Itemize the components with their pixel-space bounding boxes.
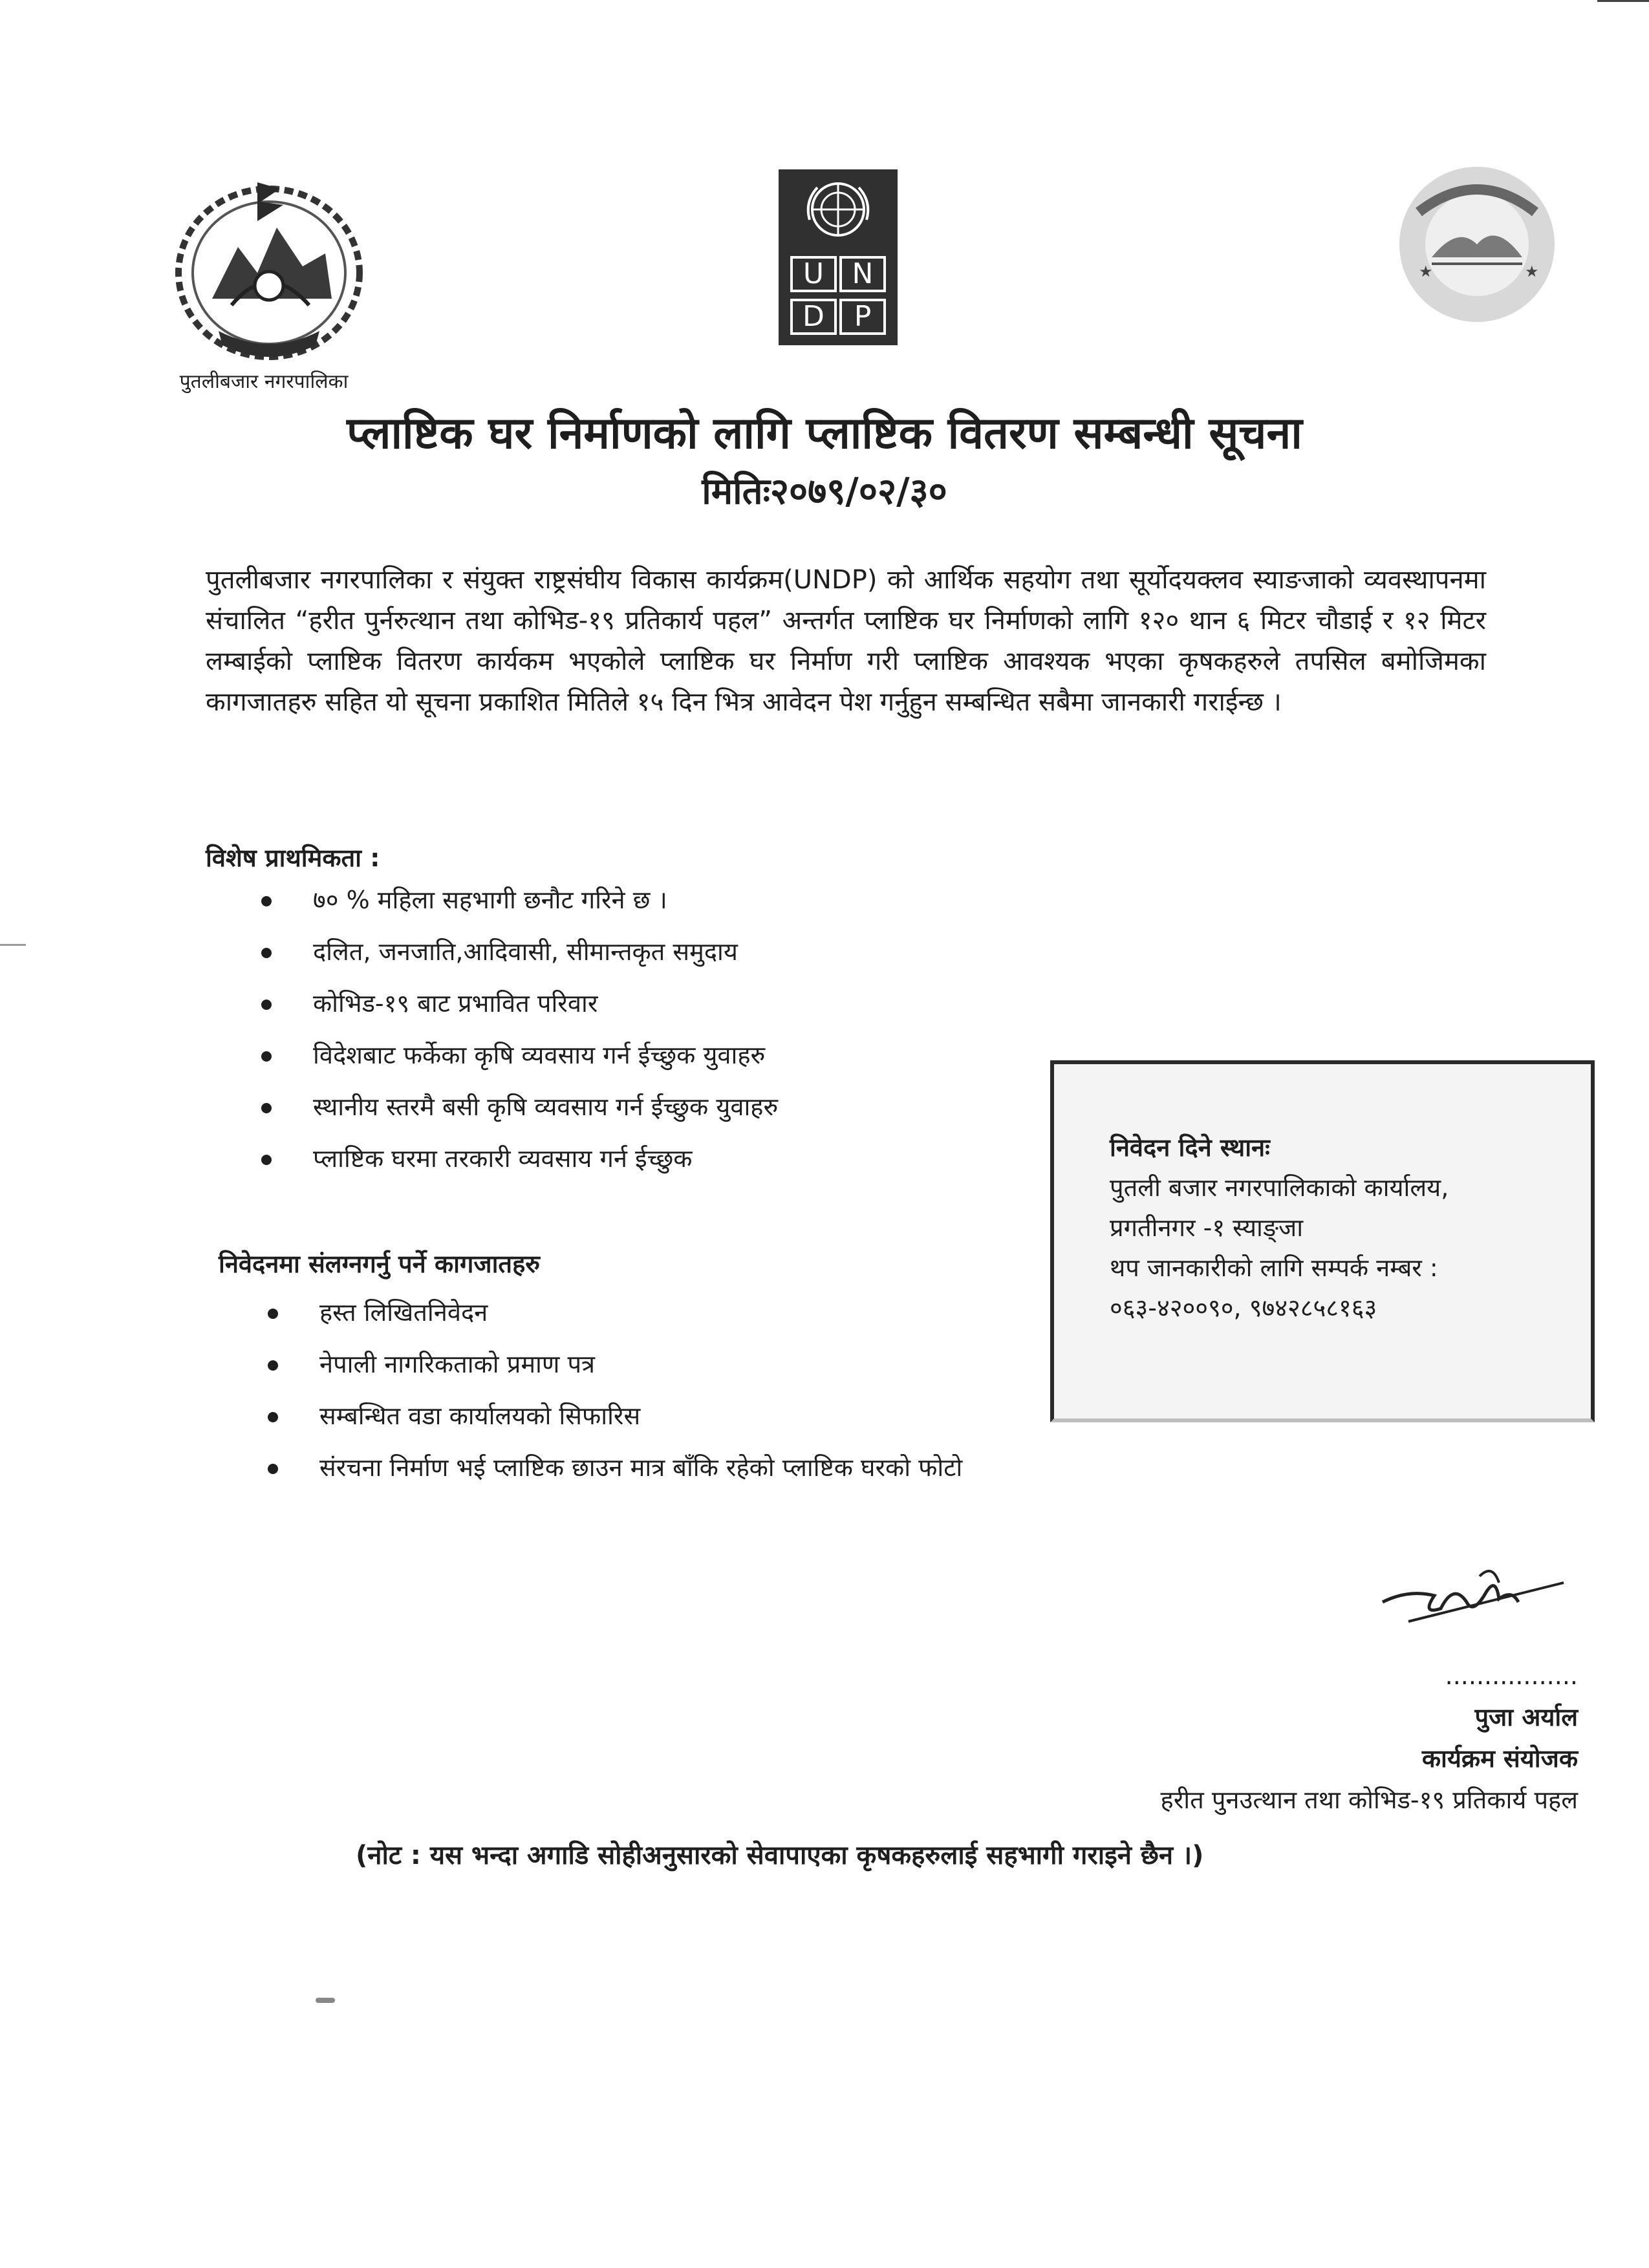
list-item: स्थानीय स्तरमै बसी कृषि व्यवसाय गर्न ईच्छुक युवाहरु (261, 1087, 1037, 1139)
handwritten-signature-icon (1370, 1563, 1575, 1647)
signatory-role: कार्यक्रम संयोजक (1421, 1744, 1578, 1773)
nepal-government-emblem-icon (154, 176, 384, 396)
scan-corner-mark (1597, 0, 1649, 28)
list-item: दलित, जनजाति,आदिवासी, सीमान्तकृत समुदाय (261, 932, 1037, 984)
list-item: संरचना निर्माण भई प्लाष्टिक छाउन मात्र बाँकि रहेको प्लाष्टिक घरको फोटो (268, 1448, 1238, 1500)
notice-date: मितिः२०७९/०२/३० (702, 471, 947, 513)
office-name: पुतली बजार नगरपालिकाको कार्यालय, (1110, 1173, 1449, 1202)
undp-logo-icon (779, 169, 898, 345)
undp-letter-d: D (790, 299, 837, 335)
list-item: हस्त लिखितनिवेदन (268, 1293, 1238, 1345)
bullet-icon (261, 948, 272, 958)
bullet-icon (268, 1464, 278, 1474)
intro-paragraph: पुतलीबजार नगरपालिका र संयुक्त राष्ट्रसंघीय विकास कार्यक्रम(UNDP) को आर्थिक सहयोग तथा सूर्योदयक्लव स्याङजाको व्यवस्थापनमा संचालित “हरीत पुर्नरुत्थान तथा कोभिड-१९ प्रतिकार्य पहल” अन्तर्गत प्लाष्टिक घर निर्माणको लागि १२० थान ६ मिटर चौडाई र १२ मिटर लम्बाईको प्लाष्टिक वितरण कार्यकम भएकोले प्लाष्टिक घर निर्माण गरी प्लाष्टिक आवश्यक भएका कृषकहरुले तपसिल बमोजिमका कागजातहरु सहित यो सूचना प्रकाशित मितिले १५ दिन भित्र आवेदन पेश गर्नुहुन सम्बन्धित सबैमा जानकारी गराईन्छ । (206, 565, 1486, 717)
signatory-program: हरीत पुनउत्थान तथा कोभिड-१९ प्रतिकार्य पहल (1160, 1786, 1578, 1814)
signature-dots: ................. (1445, 1662, 1578, 1690)
bullet-icon (261, 1051, 272, 1062)
application-box-heading: निवेदन दिने स्थानः (1110, 1133, 1270, 1162)
bullet-icon (268, 1309, 278, 1319)
suryodaya-club-seal-icon (1393, 160, 1561, 328)
signatory-name: पुजा अर्याल (1474, 1703, 1578, 1731)
undp-letter-n: N (839, 256, 886, 292)
contact-label: थप जानकारीको लागि सम्पर्क नम्बर : (1110, 1254, 1438, 1282)
list-item: कोभिड-१९ बाट प्रभावित परिवार (261, 984, 1037, 1036)
undp-letter-u: U (790, 256, 837, 292)
signatory-block (970, 1655, 1578, 1821)
priority-heading: विशेष प्राथमिकता : (206, 844, 380, 872)
list-item: नेपाली नागरिकताको प्रमाण पत्र (268, 1345, 1238, 1396)
bullet-icon (261, 1103, 272, 1113)
list-item: प्लाष्टिक घरमा तरकारी व्यवसाय गर्न ईच्छुक (261, 1139, 1037, 1191)
municipality-caption: पुतलीबजार नगरपालिका (179, 370, 349, 393)
office-address: प्रगतीनगर -१ स्याङ्जा (1110, 1214, 1304, 1242)
bullet-icon (268, 1360, 278, 1371)
bullet-icon (261, 1155, 272, 1165)
list-item: ७० % महिला सहभागी छनौट गरिने छ । (261, 881, 1037, 932)
svg-text:★: ★ (1525, 262, 1539, 281)
page-title: प्लाष्टिक घर निर्माणको लागि प्लाष्टिक वितरण सम्बन्धी सूचना (347, 408, 1302, 459)
list-item: विदेशबाट फर्केका कृषि व्यवसाय गर्न ईच्छुक युवाहरु (261, 1036, 1037, 1087)
scan-smudge (316, 1998, 335, 2003)
list-item: सम्बन्धित वडा कार्यालयको सिफारिस (268, 1396, 1238, 1448)
application-info-box (1050, 1060, 1595, 1422)
footer-note: (नोट : यस भन्दा अगाडि सोहीअनुसारको सेवापाएका कृषकहरुलाई सहभागी गराइने छैन ।) (356, 1841, 1204, 1870)
contact-numbers: ०६३-४२००९०, ९७४२८५८१६३ (1110, 1294, 1377, 1322)
svg-text:★: ★ (1419, 262, 1433, 281)
undp-letter-p: P (839, 299, 886, 335)
priority-list (261, 881, 1037, 1191)
scan-edge-mark (0, 944, 26, 946)
bullet-icon (268, 1412, 278, 1422)
documents-heading: निवेदनमा संलग्नगर्नु पर्ने कागजातहरु (219, 1250, 540, 1278)
bullet-icon (261, 1000, 272, 1010)
bullet-icon (261, 896, 272, 906)
